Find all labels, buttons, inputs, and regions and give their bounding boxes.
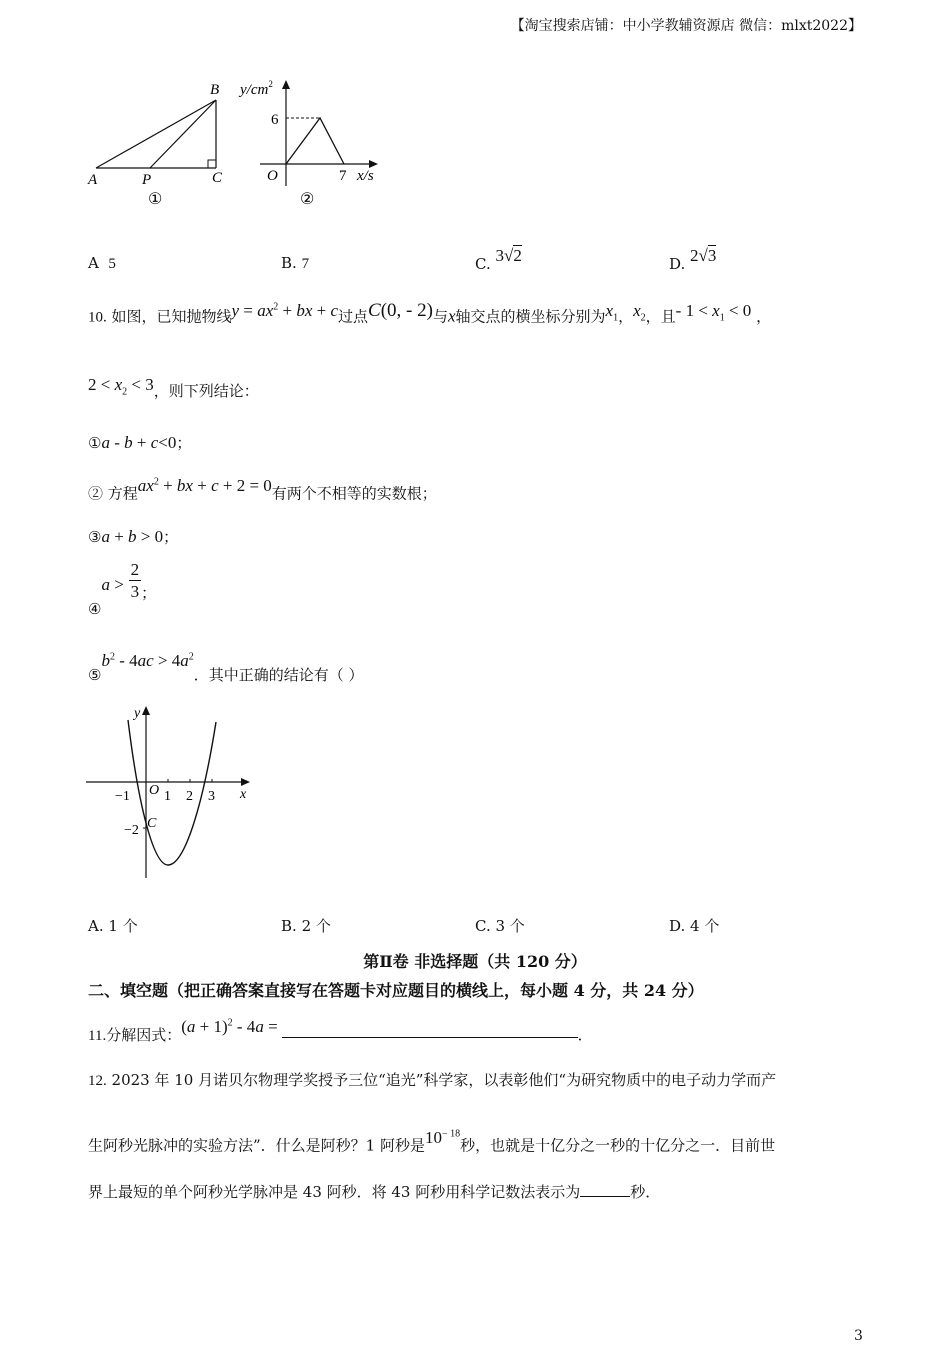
origin-label: O: [267, 168, 278, 184]
conclusion-2: ② 方程$ax^2$ + bx + c + 2 = 0有两个不相等的实数根；: [88, 475, 437, 503]
conclusion-4: ④a > $\frac{2}{3}$ ；: [88, 560, 157, 618]
q9-option-c[interactable]: C. 3√2: [475, 246, 522, 273]
figure-1-label: ①: [148, 191, 163, 208]
tick-neg1: −1: [115, 789, 130, 804]
q10-stem-line2: $2 < x_2 < 3$，则下列结论：: [88, 375, 259, 400]
shop-note: 【淘宝搜索店铺：中小学教辅资源店 微信：mlxt2022】: [510, 18, 862, 34]
q10-stem-line1: 10. 如图，已知抛物线$y = ax^2$ + bx + c过点C(0, - 2)与x轴交点的横坐标分别为$x_1$，$x_2$，且- $1 < x_1 < 0$ ，: [88, 299, 772, 326]
q12-line1: 12. 2023 年 10 月诺贝尔物理学奖授予三位“追光”科学家，以表彰他们“为研究物质中的电子动力学而产: [88, 1071, 777, 1089]
figure-1-triangle: [87, 82, 223, 208]
tick-neg2: −2: [124, 823, 139, 838]
q11: 11.分解因式：$(a + 1)^2 - 4a$ = ．: [88, 1016, 593, 1044]
q12-line3: 界上最短的单个阿秒光学脉冲是 43 阿秒．将 43 阿秒用科学记数法表示为 秒．: [88, 1183, 661, 1201]
graph-origin: O: [149, 783, 160, 798]
q12-answer-blank[interactable]: [580, 1182, 630, 1197]
graph-y-label: y: [134, 706, 141, 721]
section-title: 第Ⅱ卷 非选择题（共 120 分）: [363, 952, 587, 971]
graph-c-label: C: [147, 816, 157, 831]
conclusion-3: ③a + b > 0；: [88, 527, 179, 546]
q10-option-a[interactable]: A. 1 个: [88, 917, 138, 935]
label-point-p: P: [142, 172, 152, 188]
q10-option-c[interactable]: C. 3 个: [475, 917, 525, 935]
label-point-b: B: [210, 82, 220, 98]
tick-1: 1: [164, 789, 171, 804]
label-point-a: A: [88, 172, 98, 188]
q12-line2: 生阿秒光脉冲的实验方法”．什么是阿秒？1 阿秒是$10^{- 18}$秒，也就是十亿分之一秒的十亿分之一．目前世: [88, 1127, 776, 1155]
x-axis-label: x/s: [357, 168, 374, 184]
q9-option-b[interactable]: B. 7: [281, 254, 310, 272]
figure-2-label: ②: [300, 191, 315, 208]
y-tick-6: 6: [271, 112, 279, 128]
label-point-c: C: [212, 170, 223, 186]
x-tick-7: 7: [339, 168, 347, 184]
page-number: 3: [854, 1328, 863, 1344]
q11-answer-blank[interactable]: [282, 1023, 578, 1038]
q10-option-b[interactable]: B. 2 个: [281, 917, 331, 935]
figure-2-graph: [238, 79, 378, 208]
conclusion-5: $⑤b^2 - 4ac > 4a^2$．其中正确的结论有（ ）: [88, 650, 364, 684]
part-two-heading: 二、填空题（把正确答案直接写在答题卡对应题目的横线上，每小题 4 分，共 24 分）: [88, 981, 704, 1000]
tick-2: 2: [186, 789, 193, 804]
conclusion-1: ①a - b + c<0；: [88, 433, 192, 452]
tick-3: 3: [208, 789, 215, 804]
q9-option-a[interactable]: A 5: [88, 254, 116, 272]
q9-option-d[interactable]: D. 2√3: [669, 246, 717, 273]
q10-option-d[interactable]: D. 4 个: [669, 917, 720, 935]
q10-parabola-graph: [84, 700, 264, 885]
y-axis-label: $y/cm^2$: [240, 79, 273, 98]
q9-figures: [84, 76, 394, 212]
graph-x-label: x: [240, 787, 247, 802]
